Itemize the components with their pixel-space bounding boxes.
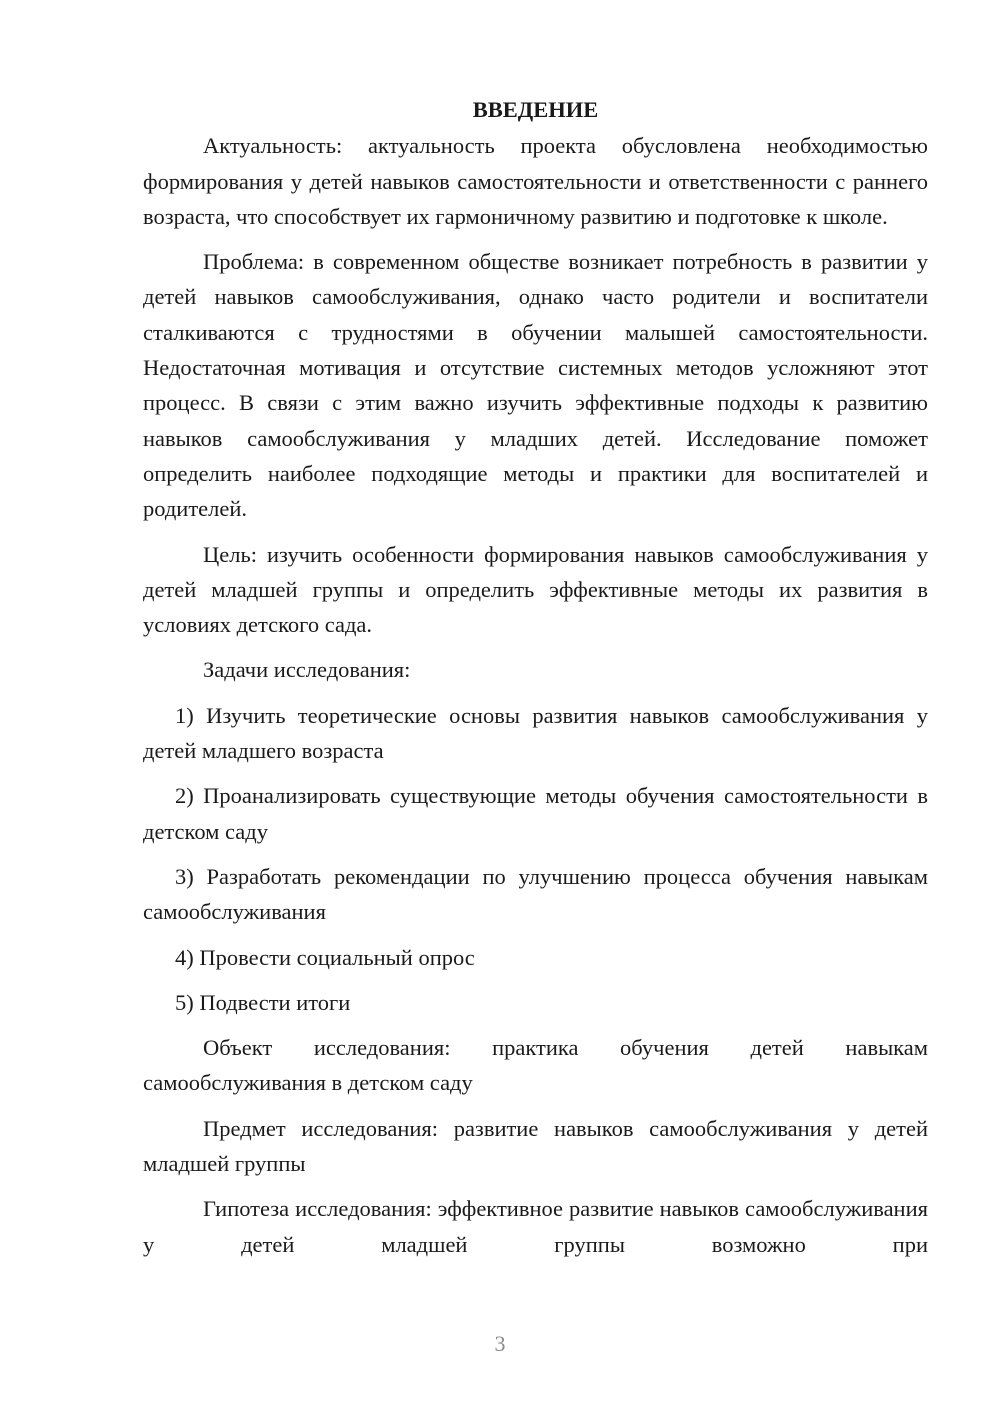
section-heading: ВВЕДЕНИЕ xyxy=(472,97,599,122)
task-item: 2) Проанализировать существующие методы обучения самостоятельности в детском саду xyxy=(143,783,928,844)
page-content xyxy=(143,92,928,1272)
object-paragraph: Объект исследования: практика обучения детей навыкам самообслуживания в детском саду xyxy=(143,1035,928,1096)
task-item: 5) Подвести итоги xyxy=(175,989,351,1015)
subject-paragraph: Предмет исследования: развитие навыков самообслуживания у детей младшей группы xyxy=(143,1115,928,1177)
tasks-title: Задачи исследования: xyxy=(203,657,411,683)
hypothesis-paragraph: Гипотеза исследования: эффективное развитие навыков самообслуживания у детей младшей группы возможно при xyxy=(143,1196,928,1257)
task-item: 1) Изучить теоретические основы развития навыков самообслуживания у детей младшего возраста xyxy=(143,702,928,764)
task-item: 3) Разработать рекомендации по улучшению процесса обучения навыкам самообслуживания xyxy=(143,863,928,925)
relevance-paragraph: Актуальность: актуальность проекта обусловлена необходимостью формирования у детей навыков самостоятельности и ответственности с раннего возраста, что способствует их гармоничному развитию и подготовке к школе. xyxy=(143,133,928,229)
problem-paragraph: Проблема: в современном обществе возникает потребность в развитии у детей навыков самообслуживания, однако часто родители и воспитатели сталкиваются с трудностями в обучении малышей самостоятельности. Недостаточная мотивация и отсутствие системных методов усложняют этот процесс. В связи с этим важно изучить эффективные подходы к развитию навыков самообслуживания у младших детей. Исследование поможет определить наиболее подходящие методы и практики для воспитателей и родителей. xyxy=(143,249,928,522)
task-item: 4) Провести социальный опрос xyxy=(175,944,475,970)
goal-paragraph: Цель: изучить особенности формирования навыков самообслуживания у детей младшей группы и определить эффективные методы их развития в условиях детского сада. xyxy=(143,541,928,638)
page-number: 3 xyxy=(494,1331,506,1356)
